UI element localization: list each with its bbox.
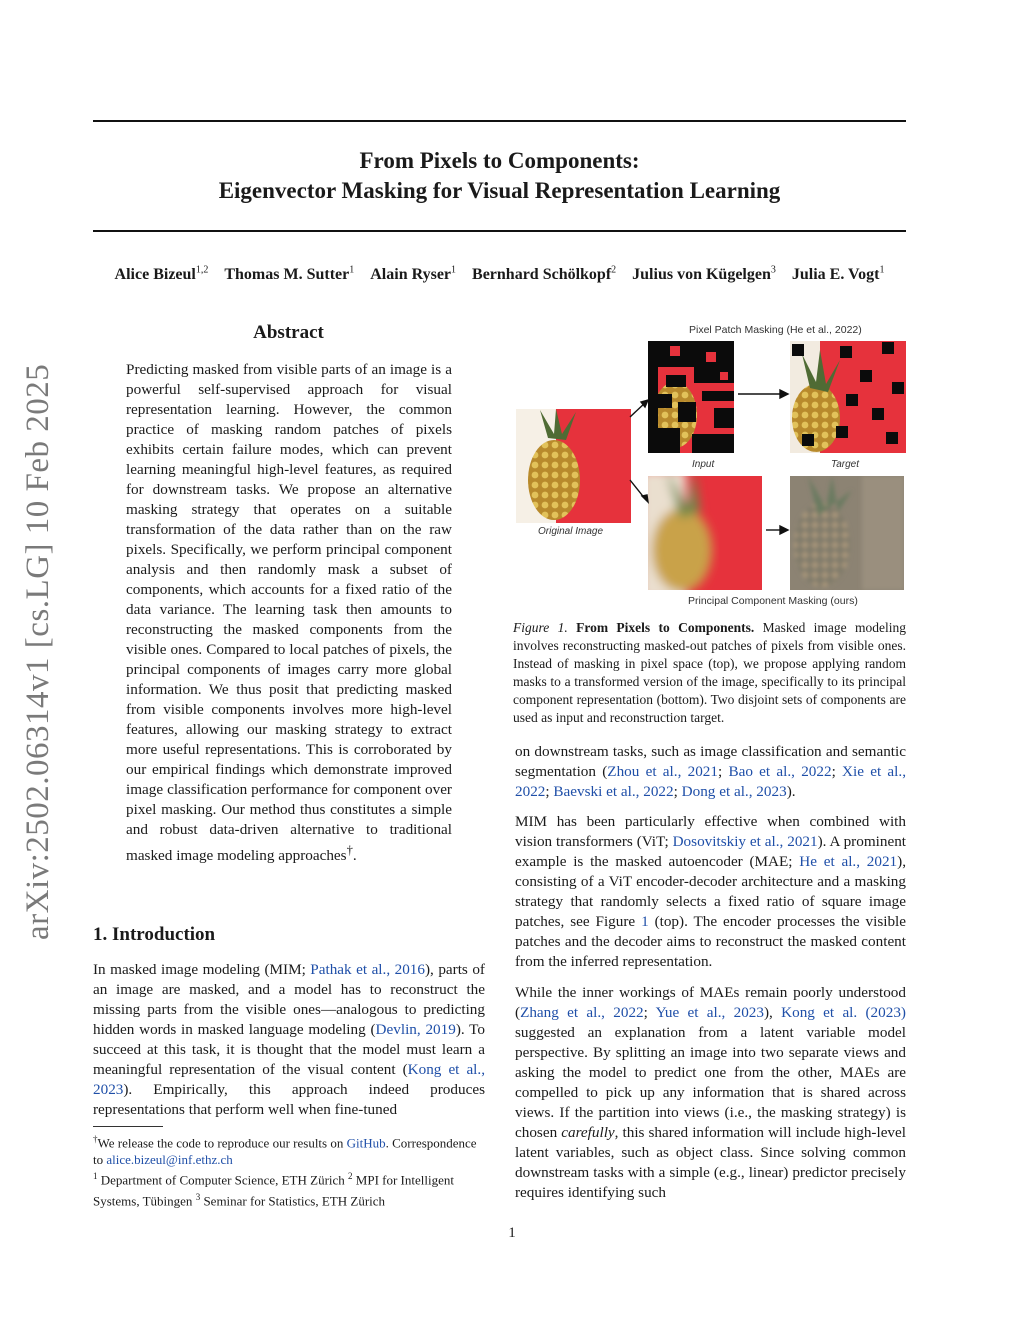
citation-link[interactable]: Yue et al., 2023 xyxy=(655,1004,764,1021)
figure-input-label: Input xyxy=(692,459,715,470)
citation-link[interactable]: Kong et al., 2023 xyxy=(93,1061,485,1098)
title-rule-bottom xyxy=(93,230,906,232)
author: Alain Ryser$^1$ xyxy=(370,265,457,284)
citation-link[interactable]: He et al., 2021 xyxy=(799,853,898,870)
intro-paragraph-2: on downstream tasks, such as image classification and semantic segmentation (Zhou et al., 2021; Bao et al., 2022; Xie et al., 2022; Baevski et al., 2022; Dong et al., 2023). xyxy=(515,743,906,800)
intro-paragraph-1: In masked image modeling (MIM; Pathak et al., 2016), parts of an image are masked, and a model has to reconstruct the missing parts from the visible ones—analogous to predicting hidden words in masked language modeling (Devlin, 2019). To succeed at this task, it is thought that the model must learn a meaningful representation of the visual content (Kong et al., 2023). Empirically, this approach indeed produces representations that perform well when fine-tuned xyxy=(93,961,485,1118)
figure-1-diagram xyxy=(510,330,910,612)
intro-paragraph-4: While the inner workings of MAEs remain poorly understood (Zhang et al., 2022; Yue et al., 2023), Kong et al. (2023) suggested an explanation from a latent variable model perspective. By splitting an image into two separate views and asking the model to predict one from the other, MAEs are compelled to pick up any information that is shared across views. If the partition into views (i.e., the masking strategy) is chosen carefully, this shared information will include high-level latent variables, such as object class. Since solving common downstream tasks with a simple (e.g., linear) predictor precisely requires identifying such xyxy=(515,984,906,1201)
author: Julia E. Vogt$^1$ xyxy=(791,265,885,284)
citation-link[interactable]: Zhang et al., 2022 xyxy=(520,1004,644,1021)
figure-ref-link[interactable]: 1 xyxy=(641,913,649,930)
github-link[interactable]: GitHub xyxy=(346,1135,386,1151)
author: Alice Bizeul$^{1,2}$ xyxy=(114,265,209,284)
figure-target-label: Target xyxy=(831,459,859,470)
figure-1-caption: Figure 1. From Pixels to Components. Masked image modeling involves reconstructing masked-out patches of pixels from visible ones. Instead of masking in pixel space (top), we propose applying random masks to a transformed version of the image, specifically to its principal component representation (bottom). Two disjoint sets of components are used as input and reconstruction target. xyxy=(513,620,906,725)
arxiv-side-label: arXiv:2502.06314v1 [cs.LG] 10 Feb 2025 xyxy=(20,363,56,940)
citation-link[interactable]: Bao et al., 2022 xyxy=(728,763,832,780)
footnote-affiliations: $^1$ Department of Computer Science, ETH Zürich $^2$ MPI for Intelligent Systems, Tübingen $^3$ Seminar for Statistics, ETH Zürich xyxy=(93,1171,454,1208)
original-image xyxy=(516,409,631,523)
citation-link[interactable]: Pathak et al., 2016 xyxy=(310,961,425,978)
paper-title-line1: From Pixels to Components: xyxy=(359,148,640,173)
pixel-masked-target xyxy=(790,341,906,453)
figure-bottom-label: Principal Component Masking (ours) xyxy=(688,595,858,607)
citation-link[interactable]: Devlin, 2019 xyxy=(375,1021,456,1038)
intro-paragraph-3: MIM has been particularly effective when combined with vision transformers (ViT; Dosovitskiy et al., 2021). A prominent example is the masked autoencoder (MAE; He et al., 2021), consisting of a ViT encoder-decoder architecture and a masking strategy that randomly selects a fixed ratio of square image patches, see Figure 1 (top). The encoder processes the visible patches and the decoder aims to reconstruct the masked content from the inferred representation. xyxy=(515,813,907,970)
citation-link[interactable]: Baevski et al., 2022 xyxy=(553,783,674,800)
figure-original-label: Original Image xyxy=(538,526,604,537)
author: Thomas M. Sutter$^1$ xyxy=(224,265,355,284)
component-masked-input xyxy=(640,470,762,600)
pixel-masked-input xyxy=(648,341,734,453)
citation-link[interactable]: Zhou et al., 2021 xyxy=(607,763,718,780)
citation-link[interactable]: Xie et al., 2022 xyxy=(515,763,906,800)
footnote-code: †We release the code to reproduce our results on GitHub. Correspondence to alice.bizeul@inf.ethz.ch xyxy=(93,1134,477,1168)
citation-link[interactable]: Dong et al., 2023 xyxy=(681,783,787,800)
figure-top-label: Pixel Patch Masking (He et al., 2022) xyxy=(689,324,862,336)
component-masked-target xyxy=(790,476,904,590)
footnote-rule xyxy=(93,1126,163,1127)
section-heading-introduction: 1. Introduction xyxy=(93,924,216,945)
citation-link[interactable]: Dosovitskiy et al., 2021 xyxy=(672,833,818,850)
email-link[interactable]: alice.bizeul@inf.ethz.ch xyxy=(106,1152,233,1168)
abstract-heading: Abstract xyxy=(253,322,324,343)
author: Bernhard Schölkopf$^2$ xyxy=(472,265,617,284)
title-rule-top xyxy=(93,120,906,122)
author: Julius von Kügelgen$^3$ xyxy=(632,265,776,284)
footnotes xyxy=(93,1131,485,1209)
abstract-text: Predicting masked from visible parts of an image is a powerful self-supervised approach for visual representation learning. However, the common practice of masking random patches of pixels exhibits certain failure modes, which can prevent learning meaningful high-level features, as required for downstream tasks. We propose an alternative masking strategy that operates on a suitable transformation of the data rather than on the raw pixels. Specifically, we perform principal component analysis and then randomly mask a subset of components, which accounts for a fixed ratio of the data variance. The learning task then amounts to reconstructing the masked components from the visible ones. Compared to local patches of pixels, the principal components of images carry more global information. We thus posit that predicting masked from visible components involves more high-level features, allowing our masking strategy to extract more useful representations. This is corroborated by our empirical findings which demonstrate improved image classification performance for component over pixel masking. Our method thus constitutes a simple and robust data-driven alternative to traditional masked image modeling approaches†. xyxy=(126,361,452,865)
author-list xyxy=(93,265,906,284)
paper-title-line2: Eigenvector Masking for Visual Representation Learning xyxy=(218,178,781,203)
page-number: 1 xyxy=(508,1225,516,1241)
citation-link[interactable]: Kong et al. (2023) xyxy=(781,1004,906,1021)
